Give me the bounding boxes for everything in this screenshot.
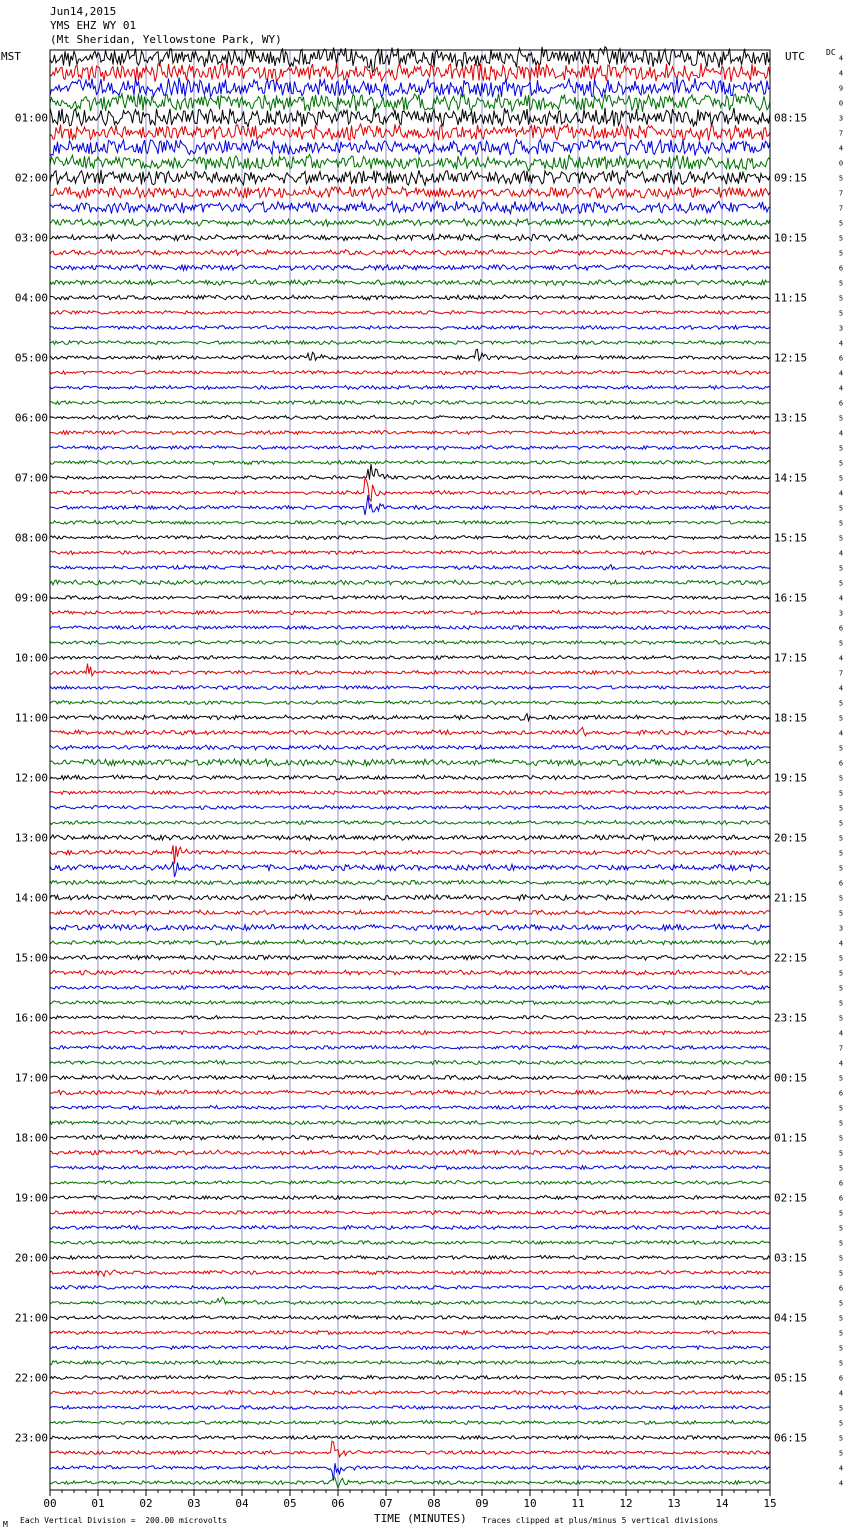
trace-60	[50, 955, 770, 960]
dc-offset-73: 5	[838, 1149, 844, 1158]
x-tick-label: 13	[667, 1497, 681, 1510]
dc-offset-8: 5	[838, 174, 844, 183]
dc-offset-52: 5	[838, 834, 844, 843]
dc-offset-48: 5	[838, 774, 844, 783]
trace-34	[50, 565, 770, 570]
right-hour-label: 13:15	[774, 411, 808, 425]
trace-87	[50, 1361, 770, 1365]
dc-offset-54: 5	[838, 864, 844, 873]
trace-89	[50, 1391, 770, 1395]
trace-85	[50, 1331, 770, 1335]
dc-offset-4: 3	[838, 114, 844, 123]
dc-offset-57: 5	[838, 909, 844, 918]
seismic-traces	[50, 47, 770, 1489]
dc-offset-37: 3	[838, 609, 844, 618]
right-hour-label: 03:15	[774, 1251, 808, 1265]
dc-offset-28: 5	[838, 474, 844, 483]
trace-50	[50, 806, 770, 810]
x-tick-label: 02	[139, 1497, 153, 1510]
trace-11	[50, 219, 770, 226]
dc-offset-26: 5	[838, 444, 844, 453]
trace-71	[50, 1120, 770, 1124]
trace-8	[50, 170, 770, 185]
trace-31	[50, 520, 770, 524]
trace-7	[50, 154, 770, 170]
trace-35	[50, 580, 770, 585]
trace-66	[50, 1046, 770, 1050]
dc-offset-29: 4	[838, 489, 844, 498]
dc-offset-89: 4	[838, 1389, 844, 1398]
dc-offset-46: 5	[838, 744, 844, 753]
trace-90	[50, 1406, 770, 1410]
right-hour-label: 09:15	[774, 171, 808, 185]
trace-67	[50, 1061, 770, 1065]
trace-25	[50, 431, 770, 435]
right-hour-label: 04:15	[774, 1311, 808, 1325]
dc-offset-49: 5	[838, 789, 844, 798]
trace-73	[50, 1150, 770, 1155]
dc-offset-10: 7	[838, 204, 844, 213]
left-hour-label: 06:00	[14, 411, 48, 425]
right-hour-label: 21:15	[774, 891, 808, 905]
left-hour-label: 19:00	[14, 1191, 48, 1205]
right-hour-label: 02:15	[774, 1191, 808, 1205]
left-hour-label: 05:00	[14, 351, 48, 365]
left-hour-label: 20:00	[14, 1251, 48, 1265]
dc-offset-23: 6	[838, 399, 844, 408]
dc-offset-92: 5	[838, 1434, 844, 1443]
left-hour-label: 02:00	[14, 171, 48, 185]
trace-43	[50, 701, 770, 705]
dc-offset-13: 5	[838, 249, 844, 258]
dc-offset-86: 5	[838, 1344, 844, 1353]
trace-57	[50, 910, 770, 915]
dc-offset-36: 4	[838, 594, 844, 603]
station-location: (Mt Sheridan, Yellowstone Park, WY)	[50, 33, 282, 46]
dc-offset-27: 5	[838, 459, 844, 468]
dc-offset-56: 5	[838, 894, 844, 903]
dc-offset-0: 4	[838, 54, 844, 63]
trace-82	[50, 1286, 770, 1290]
right-hour-label: 18:15	[774, 711, 808, 725]
left-hour-label: 15:00	[14, 951, 48, 965]
left-hour-label: 23:00	[14, 1431, 48, 1445]
x-tick-label: 08	[427, 1497, 441, 1510]
trace-93	[50, 1441, 770, 1457]
x-tick-label: 06	[331, 1497, 345, 1510]
dc-offset-6: 4	[838, 144, 844, 153]
trace-28	[50, 464, 770, 480]
trace-37	[50, 611, 770, 615]
trace-36	[50, 596, 770, 600]
trace-10	[50, 201, 770, 213]
trace-41	[50, 664, 770, 676]
dc-offset-41: 7	[838, 669, 844, 678]
trace-42	[50, 686, 770, 690]
left-hour-label: 17:00	[14, 1071, 48, 1085]
dc-offset-81: 5	[838, 1269, 844, 1278]
dc-offset-75: 6	[838, 1179, 844, 1188]
left-hour-label: 13:00	[14, 831, 48, 845]
trace-61	[50, 970, 770, 975]
x-tick-label: 01	[91, 1497, 105, 1510]
dc-offset-17: 5	[838, 309, 844, 318]
dc-offset-19: 4	[838, 339, 844, 348]
footer-mark: M	[3, 1520, 8, 1529]
dc-offset-31: 5	[838, 519, 844, 528]
dc-offset-34: 5	[838, 564, 844, 573]
dc-offset-16: 5	[838, 294, 844, 303]
trace-52	[50, 835, 770, 840]
dc-offset-7: 0	[838, 159, 844, 168]
x-tick-label: 04	[235, 1497, 249, 1510]
x-tick-label: 05	[283, 1497, 297, 1510]
left-hour-label: 07:00	[14, 471, 48, 485]
trace-54	[50, 862, 770, 877]
dc-offset-65: 4	[838, 1029, 844, 1038]
dc-offset-69: 6	[838, 1089, 844, 1098]
scale-note: Each Vertical Division = 200.00 microvolts	[20, 1516, 228, 1525]
left-hour-label: 16:00	[14, 1011, 48, 1025]
trace-76	[50, 1196, 770, 1200]
left-hour-label: 09:00	[14, 591, 48, 605]
dc-offset-88: 6	[838, 1374, 844, 1383]
dc-offset-33: 4	[838, 549, 844, 558]
dc-offset-84: 5	[838, 1314, 844, 1323]
trace-3	[50, 93, 770, 112]
dc-offset-25: 4	[838, 429, 844, 438]
trace-83	[50, 1297, 770, 1304]
trace-17	[50, 311, 770, 315]
trace-68	[50, 1075, 770, 1080]
left-hour-label: 08:00	[14, 531, 48, 545]
dc-offset-47: 6	[838, 759, 844, 768]
x-tick-label: 07	[379, 1497, 393, 1510]
dc-offset-60: 5	[838, 954, 844, 963]
right-hour-label: 12:15	[774, 351, 808, 365]
dc-offset-43: 5	[838, 699, 844, 708]
trace-92	[50, 1436, 770, 1440]
dc-offset-67: 4	[838, 1059, 844, 1068]
dc-offset-3: 0	[838, 99, 844, 108]
trace-16	[50, 295, 770, 300]
right-hour-label: 16:15	[774, 591, 808, 605]
x-tick-label: 10	[523, 1497, 537, 1510]
trace-38	[50, 625, 770, 629]
trace-32	[50, 536, 770, 540]
trace-26	[50, 446, 770, 450]
x-tick-label: 11	[571, 1497, 585, 1510]
x-tick-label: 12	[619, 1497, 633, 1510]
dc-offset-94: 4	[838, 1464, 844, 1473]
right-hour-label: 00:15	[774, 1071, 808, 1085]
trace-6	[50, 140, 770, 156]
right-hour-label: 08:15	[774, 111, 808, 125]
dc-offset-9: 7	[838, 189, 844, 198]
x-tick-label: 15	[763, 1497, 777, 1510]
dc-offset-95: 4	[838, 1479, 844, 1488]
plot-date: Jun14,2015	[50, 5, 117, 18]
trace-23	[50, 401, 770, 405]
dc-offset-12: 5	[838, 234, 844, 243]
dc-offset-40: 4	[838, 654, 844, 663]
minute-gridlines	[98, 50, 722, 1490]
trace-15	[50, 280, 770, 286]
trace-22	[50, 386, 770, 390]
dc-offset-74: 5	[838, 1164, 844, 1173]
dc-offset-11: 5	[838, 219, 844, 228]
trace-19	[50, 341, 770, 345]
trace-79	[50, 1241, 770, 1245]
dc-offset-51: 5	[838, 819, 844, 828]
trace-9	[50, 186, 770, 198]
trace-64	[50, 1015, 770, 1019]
left-hour-label: 18:00	[14, 1131, 48, 1145]
dc-offset-18: 3	[838, 324, 844, 333]
trace-84	[50, 1316, 770, 1320]
trace-4	[50, 108, 770, 127]
right-hour-label: 11:15	[774, 291, 808, 305]
dc-offset-24: 5	[838, 414, 844, 423]
trace-46	[50, 745, 770, 750]
dc-offset-14: 6	[838, 264, 844, 273]
dc-offset-80: 5	[838, 1254, 844, 1263]
right-hour-label: 06:15	[774, 1431, 808, 1445]
x-axis-title: TIME (MINUTES)	[374, 1512, 467, 1525]
trace-59	[50, 940, 770, 945]
dc-label: DC	[826, 48, 836, 57]
trace-77	[50, 1211, 770, 1215]
left-hour-label: 11:00	[14, 711, 48, 725]
trace-14	[50, 265, 770, 271]
right-hour-label: 17:15	[774, 651, 808, 665]
x-tick-label: 03	[187, 1497, 201, 1510]
trace-70	[50, 1106, 770, 1110]
trace-63	[50, 1001, 770, 1005]
dc-offset-78: 5	[838, 1224, 844, 1233]
right-hour-label: 10:15	[774, 231, 808, 245]
right-hour-label: 19:15	[774, 771, 808, 785]
trace-44	[50, 714, 770, 721]
trace-0	[50, 47, 770, 73]
mst-label: MST	[1, 50, 21, 63]
right-hour-label: 20:15	[774, 831, 808, 845]
dc-offset-38: 6	[838, 624, 844, 633]
trace-21	[50, 371, 770, 375]
right-hour-label: 14:15	[774, 471, 808, 485]
trace-88	[50, 1376, 770, 1380]
time-axis	[43, 1490, 776, 1510]
trace-75	[50, 1180, 770, 1184]
trace-48	[50, 775, 770, 780]
trace-91	[50, 1421, 770, 1425]
dc-offset-1: 4	[838, 69, 844, 78]
trace-27	[50, 460, 770, 464]
trace-58	[50, 924, 770, 931]
dc-offset-55: 6	[838, 879, 844, 888]
dc-offset-70: 5	[838, 1104, 844, 1113]
trace-40	[50, 656, 770, 660]
left-hour-label: 01:00	[14, 111, 48, 125]
trace-78	[50, 1226, 770, 1230]
dc-offset-66: 7	[838, 1044, 844, 1053]
trace-1	[50, 63, 770, 82]
trace-80	[50, 1256, 770, 1260]
trace-51	[50, 821, 770, 825]
dc-offset-32: 5	[838, 534, 844, 543]
dc-offset-50: 5	[838, 804, 844, 813]
dc-offset-91: 5	[838, 1419, 844, 1428]
x-tick-label: 00	[43, 1497, 57, 1510]
trace-24	[50, 415, 770, 419]
trace-12	[50, 234, 770, 241]
right-hour-label: 23:15	[774, 1011, 808, 1025]
dc-offset-79: 5	[838, 1239, 844, 1248]
utc-label: UTC	[785, 50, 805, 63]
dc-offset-76: 6	[838, 1194, 844, 1203]
left-hour-label: 21:00	[14, 1311, 48, 1325]
dc-offset-63: 5	[838, 999, 844, 1008]
dc-offset-72: 5	[838, 1134, 844, 1143]
dc-offset-20: 6	[838, 354, 844, 363]
trace-20	[50, 349, 770, 360]
dc-offset-77: 5	[838, 1209, 844, 1218]
trace-18	[50, 326, 770, 330]
left-hour-label: 10:00	[14, 651, 48, 665]
trace-49	[50, 790, 770, 794]
right-hour-label: 01:15	[774, 1131, 808, 1145]
dc-offset-82: 6	[838, 1284, 844, 1293]
left-hour-label: 12:00	[14, 771, 48, 785]
dc-offset-45: 4	[838, 729, 844, 738]
clip-note: Traces clipped at plus/minus 5 vertical divisions	[482, 1516, 719, 1525]
trace-65	[50, 1031, 770, 1035]
station-code: YMS EHZ WY 01	[50, 19, 137, 32]
trace-86	[50, 1345, 770, 1349]
trace-56	[50, 895, 770, 901]
x-tick-label: 14	[715, 1497, 729, 1510]
left-hour-label: 14:00	[14, 891, 48, 905]
trace-45	[50, 727, 770, 736]
dc-offset-30: 5	[838, 504, 844, 513]
dc-offset-85: 5	[838, 1329, 844, 1338]
dc-offset-21: 4	[838, 369, 844, 378]
dc-offset-2: 9	[838, 84, 844, 93]
dc-offset-64: 5	[838, 1014, 844, 1023]
dc-offset-71: 5	[838, 1119, 844, 1128]
dc-offset-61: 5	[838, 969, 844, 978]
dc-offset-68: 5	[838, 1074, 844, 1083]
dc-offset-44: 5	[838, 714, 844, 723]
trace-30	[50, 495, 770, 515]
trace-5	[50, 124, 770, 140]
left-hour-label: 03:00	[14, 231, 48, 245]
trace-69	[50, 1090, 770, 1095]
right-hour-label: 05:15	[774, 1371, 808, 1385]
left-hour-label: 04:00	[14, 291, 48, 305]
trace-29	[50, 478, 770, 502]
dc-offset-58: 3	[838, 924, 844, 933]
trace-94	[50, 1463, 770, 1480]
left-hour-label: 22:00	[14, 1371, 48, 1385]
dc-offset-5: 7	[838, 129, 844, 138]
trace-47	[50, 759, 770, 766]
dc-offset-90: 5	[838, 1404, 844, 1413]
dc-offset-93: 5	[838, 1449, 844, 1458]
trace-13	[50, 250, 770, 256]
dc-offset-15: 5	[838, 279, 844, 288]
trace-95	[50, 1476, 770, 1488]
right-hour-label: 15:15	[774, 531, 808, 545]
trace-2	[50, 78, 770, 98]
dc-offset-59: 4	[838, 939, 844, 948]
dc-offset-39: 5	[838, 639, 844, 648]
trace-39	[50, 641, 770, 645]
dc-offset-87: 5	[838, 1359, 844, 1368]
dc-offset-35: 5	[838, 579, 844, 588]
trace-53	[50, 845, 770, 863]
x-tick-label: 09	[475, 1497, 489, 1510]
dc-offset-62: 5	[838, 984, 844, 993]
trace-55	[50, 880, 770, 885]
trace-33	[50, 551, 770, 555]
trace-81	[50, 1270, 770, 1276]
dc-offset-83: 5	[838, 1299, 844, 1308]
trace-72	[50, 1135, 770, 1140]
right-hour-label: 22:15	[774, 951, 808, 965]
trace-62	[50, 986, 770, 990]
trace-74	[50, 1166, 770, 1170]
dc-offset-42: 4	[838, 684, 844, 693]
dc-offset-22: 4	[838, 384, 844, 393]
dc-offset-53: 5	[838, 849, 844, 858]
